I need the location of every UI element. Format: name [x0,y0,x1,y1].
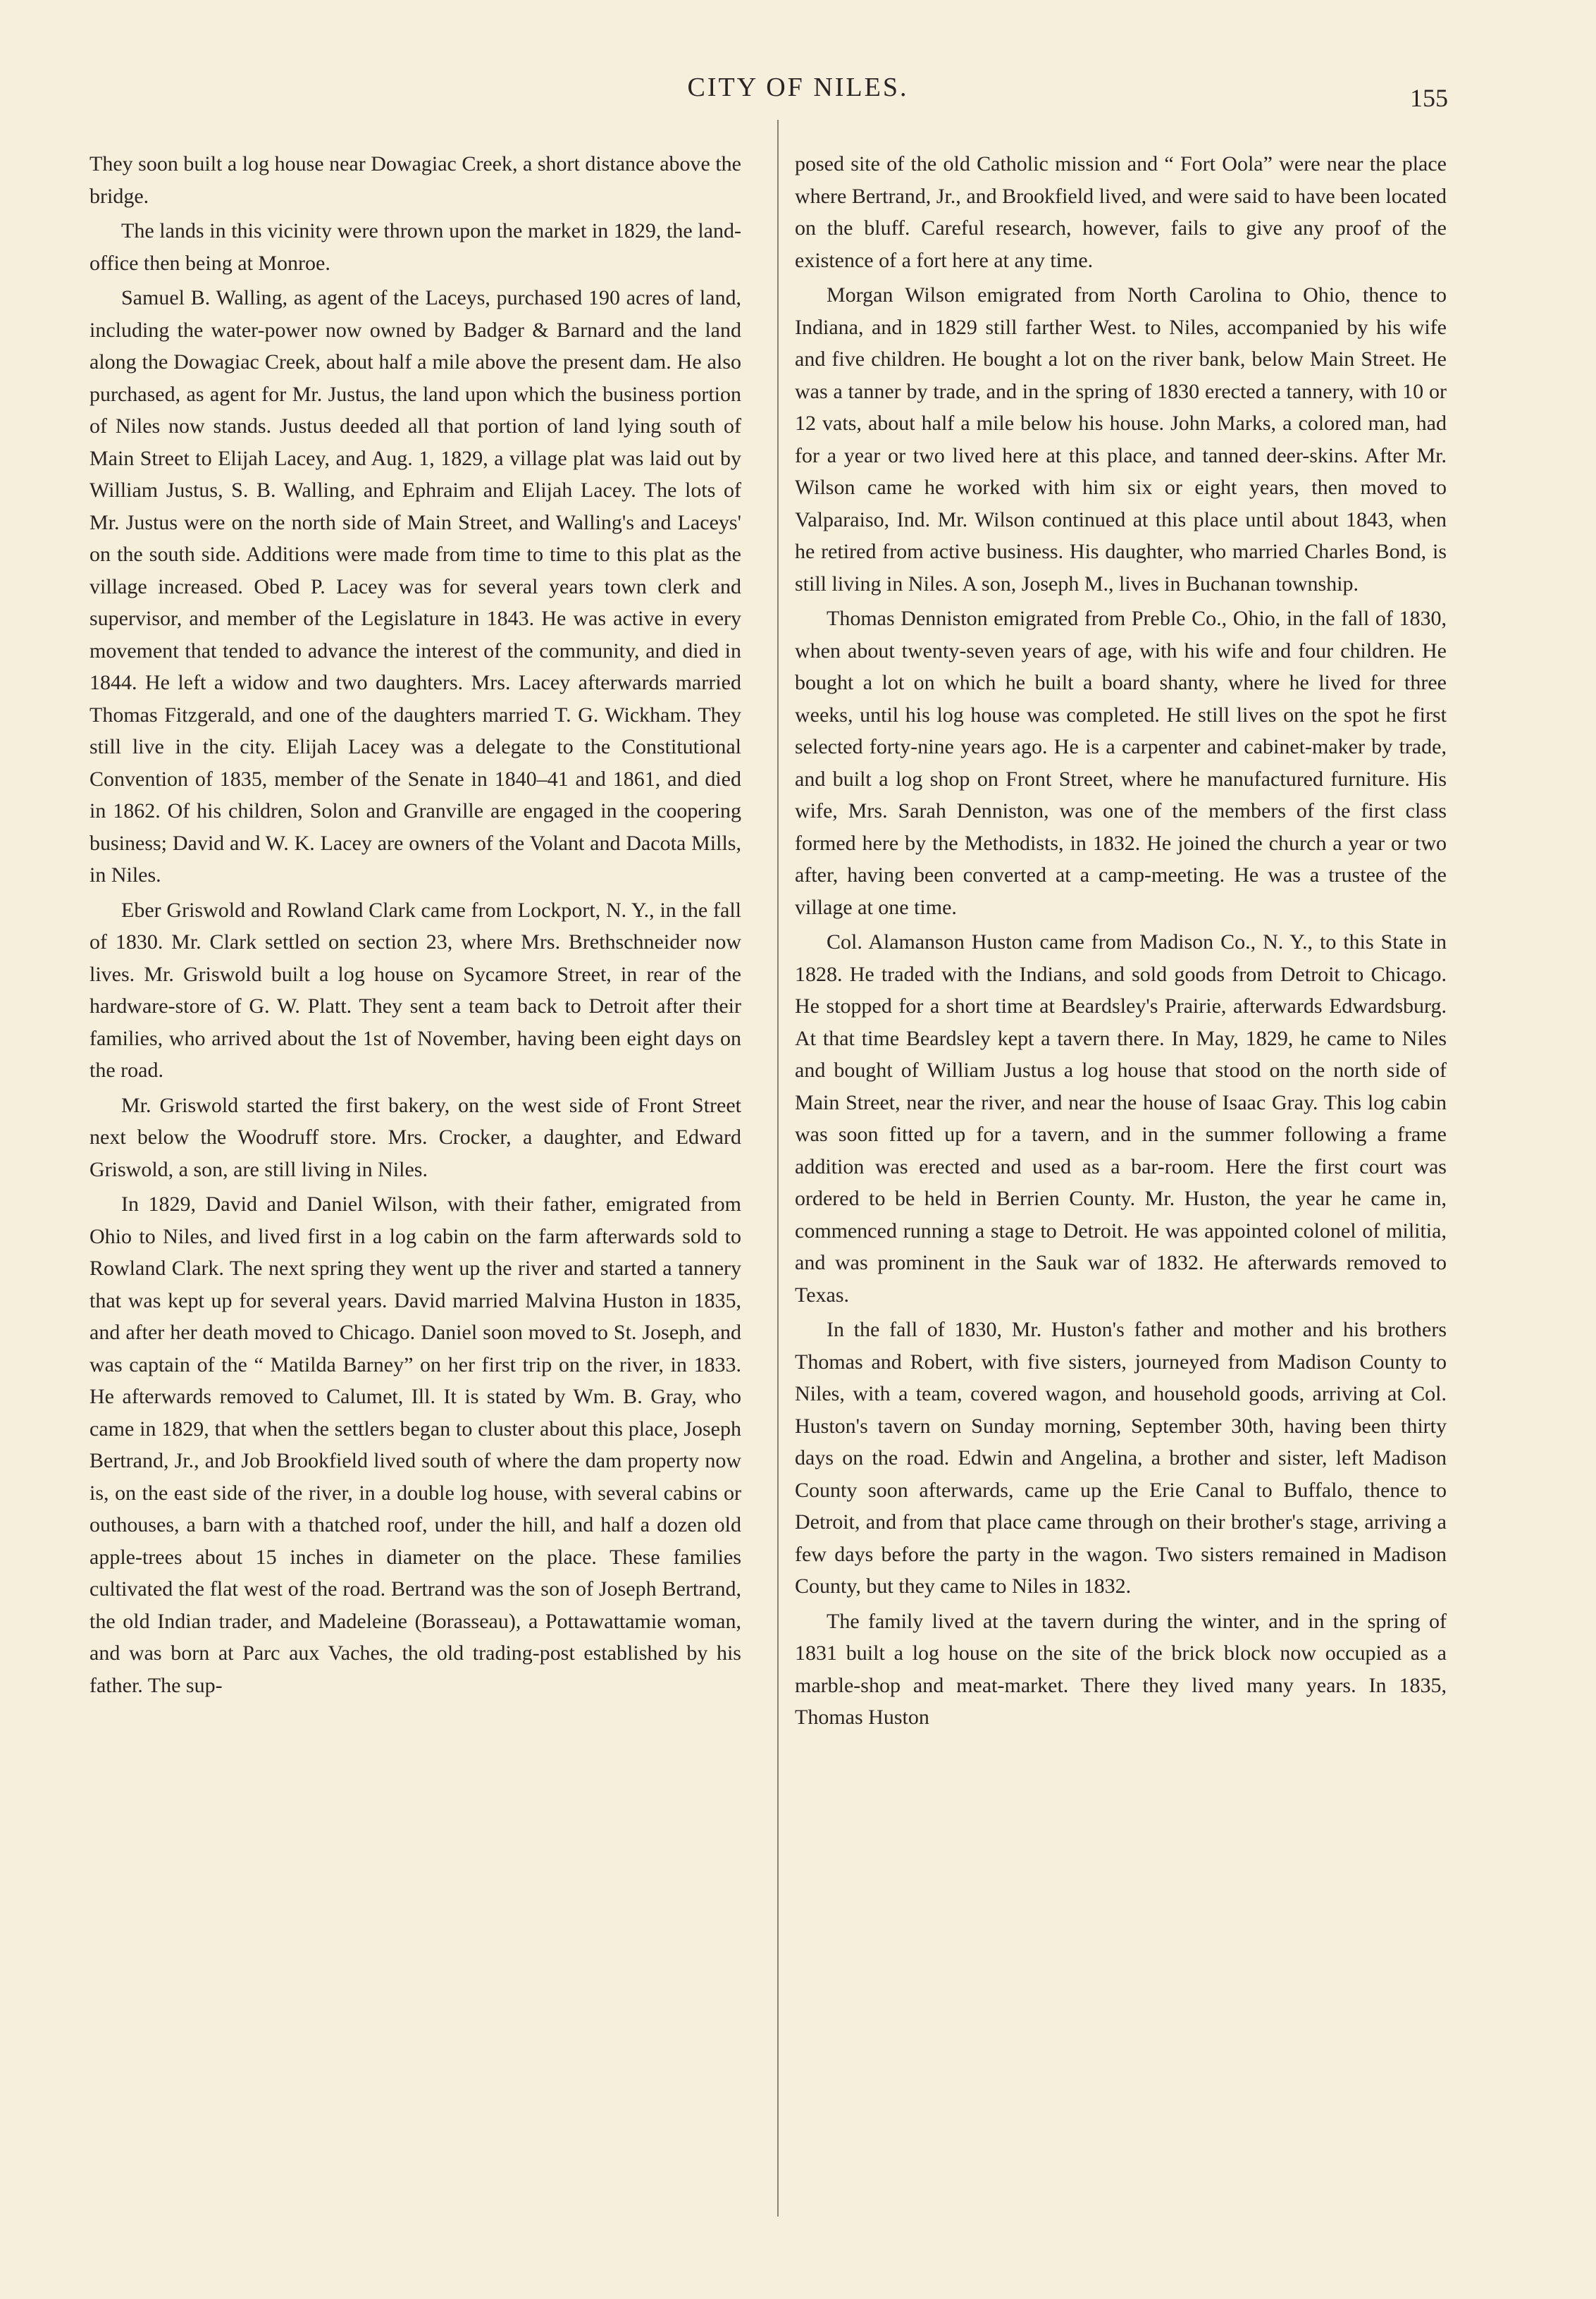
paragraph: Thomas Denniston emigrated from Preble Co., Ohio, in the fall of 1830, when about twenty-seven years of age, with his wife and four children. He bought a lot on which he built a board shanty, where he lived for three weeks, until his log house was completed. He still lives on the spot he first selected forty-nine years ago. He is a carpenter and cabinet-maker by trade, and built a log shop on Front Street, where he manufactured furniture. His wife, Mrs. Sarah Denniston, was one of the members of the first class formed here by the Methodists, in 1832. He joined the church a year or two after, having been converted at a camp-meeting. He was a trustee of the village at one time. [795,607,1447,919]
right-column [795,148,1447,1734]
column-divider [777,120,779,2217]
paragraph: Samuel B. Walling, as agent of the Laceys, purchased 190 acres of land, including the water-power now owned by Badger & Barnard and the land along the Dowagiac Creek, about half a mile above the present dam. He also purchased, as agent for Mr. Justus, the land upon which the business portion of Niles now stands. Justus deeded all that portion of land lying south of Main Street to Elijah Lacey, and Aug. 1, 1829, a village plat was laid out by William Justus, S. B. Walling, and Ephraim and Elijah Lacey. The lots of Mr. Justus were on the north side of Main Street, and Walling's and Laceys' on the south side. Additions were made from time to time to this plat as the village increased. Obed P. Lacey was for several years town clerk and supervisor, and member of the Legislature in 1843. He was active in every movement that tended to advance the interest of the community, and died in 1844. He left a widow and two daughters. Mrs. Lacey afterwards married Thomas Fitzgerald, and one of the daughters married T. G. Wickham. They still live in the city. Elijah Lacey was a delegate to the Constitutional Convention of 1835, member of the Senate in 1840–41 and 1861, and died in 1862. Of his children, Solon and Granville are engaged in the coopering business; David and W. K. Lacey are owners of the Volant and Dacota Mills, in Niles. [89,286,741,887]
paragraph: The lands in this vicinity were thrown upon the market in 1829, the land-office then being at Monroe. [89,219,741,275]
paragraph: posed site of the old Catholic mission and “ Fort Oola” were near the place where Bertrand, Jr., and Brookfield lived, and were said to have been located on the bluff. Careful research, however, fails to give any proof of the existence of a fort here at any time. [795,152,1447,272]
page-number: 155 [1410,84,1448,112]
paragraph: They soon built a log house near Dowagiac Creek, a short distance above the bridge. [89,152,741,208]
paragraph: In 1829, David and Daniel Wilson, with their father, emigrated from Ohio to Niles, and lived first in a log cabin on the farm afterwards sold to Rowland Clark. The next spring they went up the river and started a tannery that was kept up for several years. David married Malvina Huston in 1835, and after her death moved to Chicago. Daniel soon moved to St. Joseph, and was captain of the “ Matilda Barney” on her first trip on the river, in 1833. He afterwards removed to Calumet, Ill. It is stated by Wm. B. Gray, who came in 1829, that when the settlers began to cluster about this place, Joseph Bertrand, Jr., and Job Brookfield lived south of where the dam property now is, on the east side of the river, in a double log house, with several cabins or outhouses, a barn with a thatched roof, under the hill, and half a dozen old apple-trees about 15 inches in diameter on the place. These families cultivated the flat west of the road. Bertrand was the son of Joseph Bertrand, the old Indian trader, and Madeleine (Borasseau), a Pottawattamie woman, and was born at Parc aux Vaches, the old trading-post established by his father. The sup- [89,1192,741,1697]
paragraph: Mr. Griswold started the first bakery, on the west side of Front Street next below the Woodruff store. Mrs. Crocker, a daughter, and Edward Griswold, a son, are still living in Niles. [89,1093,741,1181]
paragraph: In the fall of 1830, Mr. Huston's father and mother and his brothers Thomas and Robert, with five sisters, journeyed from Madison County to Niles, with a team, covered wagon, and household goods, arriving at Col. Huston's tavern on Sunday morning, September 30th, having been thirty days on the road. Edwin and Angelina, a brother and sister, left Madison County soon afterwards, came up the Erie Canal to Buffalo, thence to Detroit, and from that place came through on their brother's stage, arriving a few days before the party in the wagon. Two sisters remained in Madison County, but they came to Niles in 1832. [795,1318,1447,1598]
paragraph: Eber Griswold and Rowland Clark came from Lockport, N. Y., in the fall of 1830. Mr. Clark settled on section 23, where Mrs. Brethschneider now lives. Mr. Griswold built a log house on Sycamore Street, in rear of the hardware-store of G. W. Platt. They sent a team back to Detroit after their families, who arrived about the 1st of November, having been eight days on the road. [89,898,741,1082]
running-title: CITY OF NILES. [687,73,909,102]
paragraph: Col. Alamanson Huston came from Madison Co., N. Y., to this State in 1828. He traded with the Indians, and sold goods from Detroit to Chicago. He stopped for a short time at Beardsley's Prairie, afterwards Edwardsburg. At that time Beardsley kept a tavern there. In May, 1829, he came to Niles and bought of William Justus a log house that stood on the north side of Main Street, near the river, and near the house of Isaac Gray. This log cabin was soon fitted up for a tavern, and in the summer following a frame addition was erected and used as a bar-room. Here the first court was ordered to be held in Berrien County. Mr. Huston, the year he came in, commenced running a stage to Detroit. He was appointed colonel of militia, and was prominent in the Sauk war of 1832. He afterwards removed to Texas. [795,930,1447,1307]
paragraph: Morgan Wilson emigrated from North Carolina to Ohio, thence to Indiana, and in 1829 still farther West. to Niles, accompanied by his wife and five children. He bought a lot on the river bank, below Main Street. He was a tanner by trade, and in the spring of 1830 erected a tannery, with 10 or 12 vats, about half a mile below his house. John Marks, a colored man, had for a year or two lived here at this place, and tanned deer-skins. After Mr. Wilson came he worked with him six or eight years, then moved to Valparaiso, Ind. Mr. Wilson continued at this place until about 1843, when he retired from active business. His daughter, who married Charles Bond, is still living in Niles. A son, Joseph M., lives in Buchanan township. [795,283,1447,596]
paragraph: The family lived at the tavern during the winter, and in the spring of 1831 built a log house on the site of the brick block now occupied as a marble-shop and meat-market. There they lived many years. In 1835, Thomas Huston [795,1609,1447,1729]
left-column [89,148,741,1701]
page-header [0,65,1596,112]
